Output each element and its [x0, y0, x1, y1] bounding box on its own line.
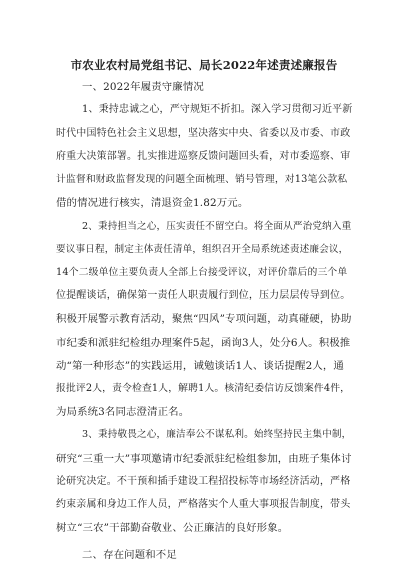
paragraph-2-line-5: 积极开展警示教育活动，聚焦“四风”专项问题，动真碰硬，协助	[56, 313, 352, 325]
paragraph-3-line-5: 树立“三农”干部勤奋敬业、公正廉洁的良好形象。	[56, 522, 289, 534]
paragraph-1-line-5: 借的情况进行核实，清退资金1.82万元。	[56, 197, 249, 209]
paragraph-1-line-2: 时代中国特色社会主义思想，坚决落实中央、省委以及市委、市政	[56, 128, 351, 139]
paragraph-3-line-3: 论研究决定。不干预和插手建设工程招投标等市场经济活动，严格	[56, 476, 351, 487]
document-title: 市农业农村局党组书记、局长2022年述责述廉报告	[70, 58, 338, 72]
paragraph-3-line-4: 约束亲属和身边工作人员，严格落实个人重大事项报告制度，带头	[56, 499, 351, 510]
paragraph-2-line-1: 2、秉持担当之心，压实责任不留空白。将全面从严治党纳入重	[82, 221, 352, 232]
paragraph-1-line-1: 1、秉持忠诚之心，严守规矩不折扣。深入学习贯彻习近平新	[82, 104, 353, 115]
paragraph-2-line-8: 报批评2人，责令检查1人，解聘1人。核清纪委信访反馈案件4件，	[56, 383, 351, 394]
paragraph-1-line-4: 计监督和财政监督发现的问题全面梳理、销号管理，对13笔公款私	[56, 174, 348, 185]
paragraph-2-line-4: 位提醒谈话，确保第一责任人职责履行到位，压力层层传导到位。	[56, 290, 351, 301]
paragraph-1-line-3: 府重大决策部署。扎实推进巡察反馈问题回头看，对市委巡察、审	[56, 151, 351, 162]
paragraph-2-line-6: 市纪委和派驻纪检组办理案件5起，函询3人，处分6人。积极推	[56, 337, 351, 349]
paragraph-2-line-7: 动“第一种形态”的实践运用，诫勉谈话1人、谈话提醒2人，通	[56, 360, 344, 372]
paragraph-2-line-9: 为局系统3名同志澄清正名。	[56, 406, 190, 418]
section-heading-2: 二、存在问题和不足	[82, 549, 177, 561]
section-heading-1: 一、2022年履责守廉情况	[82, 81, 204, 93]
paragraph-3-line-1: 3、秉持敬畏之心，廉洁奉公不谋私利。始终坚持民主集中制，	[82, 429, 352, 440]
paragraph-2-line-3: 14个二级单位主要负责人全部上台接受评议，对评价靠后的三个单	[56, 267, 348, 278]
paragraph-3-line-2: 研究“三重一大”事项邀请市纪委派驻纪检组参加，由班子集体讨	[56, 453, 352, 465]
paragraph-2-line-2: 要议事日程，制定主体责任清单，组织召开全局系统述责述廉会议，	[56, 244, 349, 255]
